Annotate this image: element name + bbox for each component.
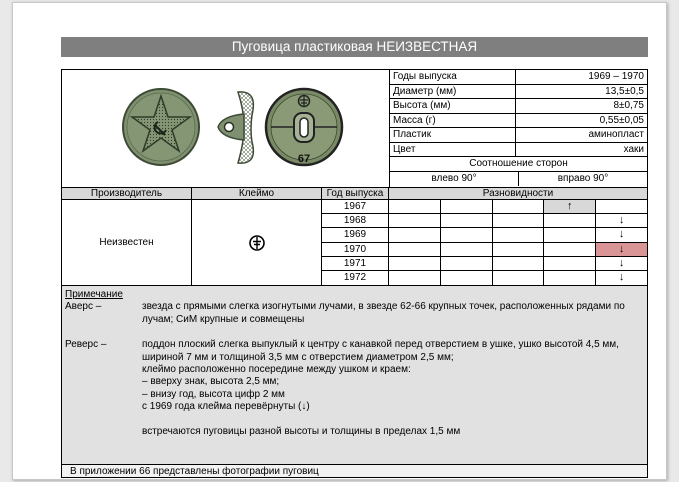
avers-label: Аверс –: [65, 301, 102, 313]
year-cell: 1972: [343, 271, 367, 283]
variant-row: [389, 200, 647, 214]
variant-cell: [544, 214, 596, 227]
side-view: [218, 92, 253, 163]
variant-cell: [493, 243, 545, 256]
footer-note: В приложении 66 представлены фотографии пуговиц: [62, 464, 647, 477]
variant-cell: [389, 214, 441, 227]
variant-cell: [389, 257, 441, 270]
variants-grid: [62, 200, 647, 285]
variants-column: [389, 200, 647, 285]
variant-cell: [493, 271, 545, 285]
revers-line: – вверху знак, высота 2,5 мм;: [142, 376, 280, 388]
extra-note: встречаются пуговицы разной высоты и толщины в пределах 1,5 мм: [142, 425, 461, 437]
producer-cell: Неизвестен: [62, 200, 192, 285]
header-variants: Разновидности: [482, 188, 554, 199]
property-value: 8±0,75: [613, 100, 644, 111]
property-value: хаки: [623, 143, 644, 155]
property-label: Годы выпуска: [390, 70, 516, 84]
variant-cell: [493, 228, 545, 241]
variant-cell: [389, 228, 441, 241]
variant-row: [389, 243, 647, 257]
year-cell: 1967: [322, 200, 388, 214]
obverse-view: [123, 89, 199, 165]
property-label: Масса (г): [390, 114, 516, 128]
year-cell: 1970: [322, 243, 388, 257]
button-illustration: [62, 70, 390, 187]
variant-cell: [493, 200, 545, 213]
property-row: [390, 85, 647, 100]
notes-section: [62, 285, 647, 464]
years-column: [322, 200, 389, 285]
revers-line: клеймо расположенно посередине между ушком и краем:: [142, 364, 411, 376]
variant-cell: [441, 214, 493, 227]
property-label: Цвет: [390, 143, 516, 157]
header-mark: Клеймо: [192, 188, 322, 199]
variant-cell: [544, 243, 596, 256]
variant-cell: [441, 271, 493, 285]
variant-cell-down-arrow: ↓: [618, 256, 625, 269]
button-images: [62, 70, 390, 187]
variant-cell: [389, 243, 441, 256]
variant-cell: [441, 257, 493, 270]
year-cell: 1969: [322, 228, 388, 242]
notes-heading: Примечание: [65, 289, 123, 300]
property-label: Высота (мм): [390, 99, 516, 113]
variant-cell: [544, 257, 596, 270]
variant-row: [389, 214, 647, 228]
property-row: [390, 128, 647, 143]
property-row: [390, 70, 647, 85]
revers-line: с 1969 года клейма перевёрнуты (↓): [142, 401, 310, 413]
variant-cell-down-arrow: ↓: [618, 228, 625, 241]
ratio-right: вправо 90°: [557, 173, 609, 184]
avers-text: звезда с прямыми слегка изогнутыми лучами, в звезде 62-66 крупных точек, расположенных рядами по лучам; СиМ крупные и совмещены: [142, 301, 625, 325]
revers-note: [65, 339, 644, 438]
variant-cell: [441, 200, 493, 213]
revers-label: Реверс –: [65, 339, 107, 351]
variant-cell: [441, 243, 493, 256]
reverse-year-number: 67: [297, 153, 311, 165]
variant-cell: [596, 200, 647, 213]
property-value: 13,5±0,5: [605, 85, 644, 97]
variant-cell: [544, 271, 596, 285]
variant-row: [389, 228, 647, 242]
ratio-row: [390, 172, 647, 186]
property-row: [390, 114, 647, 129]
property-value: аминопласт: [588, 129, 644, 140]
variant-row: [389, 271, 647, 285]
mark-symbol-icon: [248, 234, 266, 252]
variant-cell: [389, 200, 441, 213]
reverse-view: [266, 89, 342, 165]
property-label: Пластик: [390, 128, 516, 142]
properties-panel: [390, 70, 647, 186]
variant-cell-down-arrow: ↓: [618, 214, 625, 227]
variant-cell: [493, 257, 545, 270]
table-header: [62, 187, 647, 200]
property-value: 1969 – 1970: [588, 71, 644, 82]
page-title: Пуговица пластиковая НЕИЗВЕСТНАЯ: [61, 37, 648, 57]
variant-row: [389, 257, 647, 271]
revers-line: поддон плоский слегка выпуклый к центру с канавкой перед отверстием в ушке, ушко высотой 4,5 мм, шириной 7 мм и толщиной 3,5 мм с отверстием диаметром 2,5 мм;: [142, 339, 619, 363]
header-year: Год выпуска: [322, 188, 389, 199]
variant-cell-up-arrow: ↑: [544, 200, 596, 213]
mark-cell: [192, 200, 322, 285]
ratio-title: Соотношение сторон: [390, 157, 647, 172]
property-row: [390, 143, 647, 158]
property-label: Диаметр (мм): [390, 85, 516, 99]
variant-cell-highlighted: ↓: [596, 243, 647, 256]
avers-note: [65, 301, 644, 326]
year-cell: 1971: [322, 257, 388, 271]
property-value: 0,55±0,05: [599, 114, 644, 126]
variant-cell: [389, 271, 441, 285]
variant-cell: [493, 214, 545, 227]
variant-cell: [544, 228, 596, 241]
info-table: [61, 69, 648, 478]
property-row: [390, 99, 647, 114]
document-page: [12, 2, 667, 480]
year-cell: 1968: [322, 214, 388, 228]
ratio-left: влево 90°: [390, 172, 519, 186]
revers-line: – внизу год, высота цифр 2 мм: [142, 388, 285, 400]
variant-cell: [441, 228, 493, 241]
revers-text: [142, 339, 644, 438]
variant-cell-down-arrow: ↓: [618, 270, 625, 283]
header-producer: Производитель: [62, 188, 192, 199]
